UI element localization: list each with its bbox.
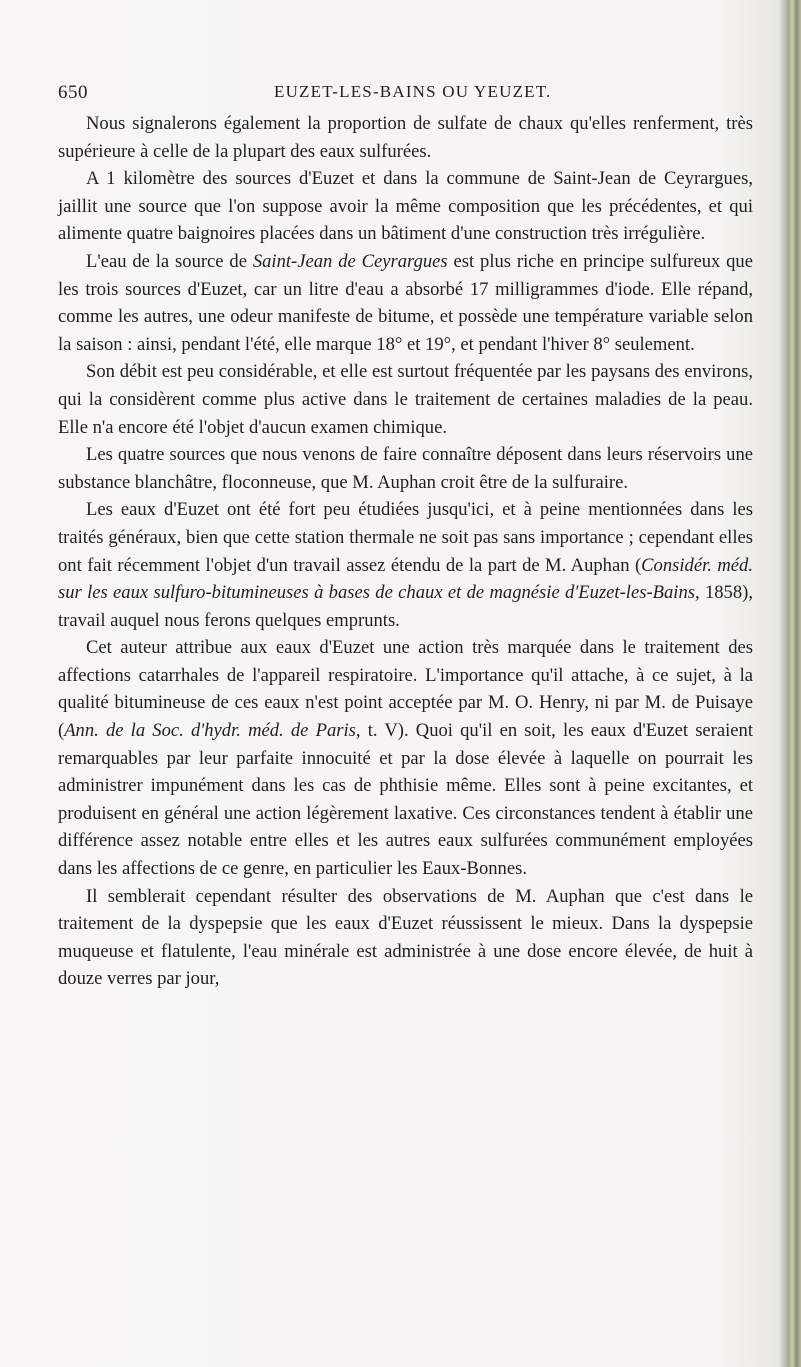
paragraph-3-text-a: L'eau de la source de <box>86 250 253 272</box>
paragraph-6-italic-citation: Considér. méd. sur les eaux sulfuro-bitumineuses à bases de chaux et de magnésie d'Euzet-les-Bains <box>58 554 753 604</box>
body-text <box>58 110 753 993</box>
paragraph-6-text-b: , 1858), travail auquel nous ferons quelques emprunts. <box>58 582 753 631</box>
paragraph-8-text: Il semblerait cependant résulter des observations de M. Auphan que c'est dans le traitement de la dyspepsie que les eaux d'Euzet réussissent le mieux. Dans la dyspepsie muqueuse et flatulente, l'eau minérale est administrée à une dose encore élevée, de huit à douze verres par jour, <box>58 885 753 990</box>
page-number: 650 <box>58 82 88 103</box>
paragraph-2 <box>58 165 753 248</box>
paragraph-4-text: Son débit est peu considérable, et elle est surtout fréquentée par les paysans des environs, qui la considèrent comme plus active dans le traitement de certaines maladies de la peau. Elle n'a encore été l'objet d'aucun examen chimique. <box>58 361 753 438</box>
page-edge-shadow <box>779 0 801 1367</box>
paragraph-7-text-a: Cet auteur attribue aux eaux d'Euzet une action très marquée dans le traitement des affections catarrhales de l'appareil respiratoire. L'importance qu'il attache, à ce sujet, à la qualité bitumineuse de ces eaux n'est point acceptée par M. O. Henry, ni par M. de Puisaye ( <box>58 637 753 742</box>
paragraph-4 <box>58 358 753 441</box>
running-title: EUZET-LES-BAINS OU YEUZET. <box>274 82 552 101</box>
paragraph-5-text: Les quatre sources que nous venons de faire connaître déposent dans leurs réservoirs une substance blanchâtre, floconneuse, que M. Auphan croit être de la sulfuraire. <box>58 444 753 493</box>
paragraph-2-text: A 1 kilomètre des sources d'Euzet et dans la commune de Saint-Jean de Ceyrargues, jaillit une source que l'on suppose avoir la même composition que les précédentes, et qui alimente quatre baignoires placées dans un bâtiment d'une construction très irrégulière. <box>58 168 753 245</box>
paragraph-8 <box>58 883 753 993</box>
paragraph-7 <box>58 634 753 882</box>
paragraph-6 <box>58 496 753 634</box>
paragraph-7-text-b: , t. V). Quoi qu'il en soit, les eaux d'Euzet seraient remarquables par leur parfaite innocuité et par la dose élevée à laquelle on pourrait les administrer impunément dans les cas de phthisie même. Elles sont à peine excitantes, et produisent en général une action légèrement laxative. Ces circonstances tendent à établir une différence assez notable entre elles et les autres eaux sulfurées communément employées dans les affections de ce genre, en particulier les Eaux-Bonnes. <box>58 720 754 880</box>
paragraph-3-text-b: est plus riche en principe sulfureux que les trois sources d'Euzet, car un litre d'eau a absorbé 17 milligrammes d'iode. Elle répand, comme les autres, une odeur manifeste de bitume, et possède une température variable selon la saison : ainsi, pendant l'été, elle marque 18° et 19°, et pendant l'hiver 8° seulement. <box>58 250 753 355</box>
paragraph-7-italic-citation: Ann. de la Soc. d'hydr. méd. de Paris <box>64 720 356 742</box>
page-header <box>58 82 748 112</box>
paragraph-1 <box>58 110 753 165</box>
paragraph-3 <box>58 248 753 358</box>
paragraph-5 <box>58 441 753 496</box>
paragraph-6-text-a: Les eaux d'Euzet ont été fort peu étudiées jusqu'ici, et à peine mentionnées dans les traités généraux, bien que cette station thermale ne soit pas sans importance ; cependant elles ont fait récemment l'objet d'un travail assez étendu de la part de M. Auphan ( <box>58 499 753 576</box>
paragraph-3-italic-source-name: Saint-Jean de Ceyrargues <box>252 250 448 272</box>
paragraph-1-text: Nous signalerons également la proportion de sulfate de chaux qu'elles renferment, très supérieure à celle de la plupart des eaux sulfurées. <box>58 113 753 162</box>
